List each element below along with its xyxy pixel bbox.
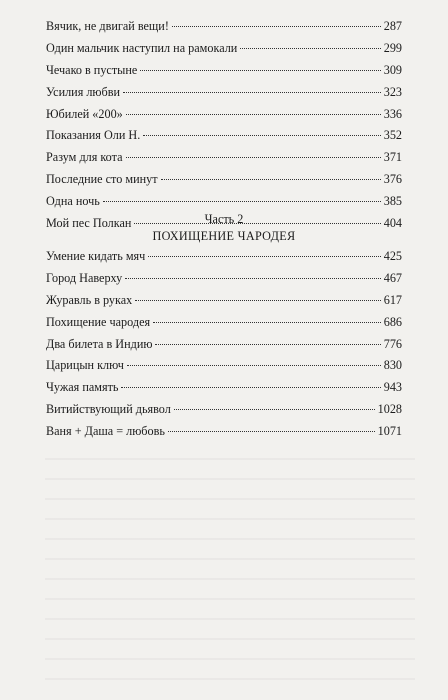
toc-entry bbox=[46, 60, 402, 82]
toc-entry-page: 309 bbox=[383, 62, 402, 77]
toc-entry bbox=[46, 246, 402, 268]
leader-dots bbox=[168, 431, 375, 432]
toc-entry-title: Последние сто минут bbox=[46, 172, 158, 187]
toc-section-2 bbox=[46, 246, 402, 443]
toc-entry bbox=[46, 147, 402, 169]
toc-entry-page: 287 bbox=[383, 19, 402, 33]
part-title: ПОХИЩЕНИЕ ЧАРОДЕЯ bbox=[152, 229, 296, 243]
toc-entry bbox=[46, 334, 402, 356]
toc-entry-title: Два билета в Индию bbox=[46, 336, 153, 351]
leader-dots bbox=[103, 201, 381, 202]
toc-entry-page: 830 bbox=[383, 358, 402, 373]
bleed-through-text bbox=[45, 440, 415, 680]
toc-entry-page: 323 bbox=[383, 84, 402, 99]
toc-entry-title: Витийствующий дьявол bbox=[46, 402, 171, 417]
leader-dots bbox=[161, 179, 381, 180]
toc-entry-title: Ваня + Даша = любовь bbox=[46, 424, 165, 439]
leader-dots bbox=[155, 344, 380, 345]
toc-entry-page: 404 bbox=[383, 216, 402, 231]
toc-entry-title: Город Наверху bbox=[46, 270, 123, 285]
toc-entry-title: Чечако в пустыне bbox=[46, 62, 138, 77]
toc-entry-title: Царицын ключ bbox=[46, 358, 124, 373]
leader-dots bbox=[172, 26, 381, 27]
toc-entry bbox=[46, 82, 402, 104]
toc-entry-page: 299 bbox=[383, 40, 402, 55]
toc-entry-title: Похищение чародея bbox=[46, 314, 151, 329]
leader-dots bbox=[126, 157, 381, 158]
toc-entry-page: 336 bbox=[383, 106, 402, 121]
toc-entry-title: Журавль в руках bbox=[46, 292, 133, 307]
toc-entry bbox=[46, 421, 402, 443]
toc-entry-title: Умение кидать мяч bbox=[46, 249, 146, 263]
toc-entry bbox=[46, 191, 402, 213]
toc-entry bbox=[46, 169, 402, 191]
toc-entry-title: Одна ночь bbox=[46, 194, 100, 209]
toc-entry-title: Вячик, не двигай вещи! bbox=[46, 19, 169, 33]
toc-entry bbox=[46, 125, 402, 147]
toc-entry-page: 617 bbox=[383, 292, 402, 307]
toc-entry-page: 943 bbox=[383, 380, 402, 395]
toc-entry-title: Чужая память bbox=[46, 380, 119, 395]
toc-entry-page: 376 bbox=[383, 172, 402, 187]
leader-dots bbox=[140, 70, 380, 71]
leader-dots bbox=[126, 114, 381, 115]
leader-dots bbox=[174, 409, 375, 410]
toc-entry-title: Мой пес Полкан bbox=[46, 216, 132, 231]
toc-entry-title: Показания Оли Н. bbox=[46, 128, 141, 143]
part-label: Часть 2 bbox=[204, 212, 244, 226]
toc-entry-page: 371 bbox=[383, 150, 402, 165]
leader-dots bbox=[143, 135, 380, 136]
toc-entry bbox=[46, 38, 402, 60]
toc-entry bbox=[46, 290, 402, 312]
leader-dots bbox=[148, 256, 380, 257]
toc-entry bbox=[46, 377, 402, 399]
leader-dots bbox=[123, 92, 381, 93]
toc-entry bbox=[46, 16, 402, 38]
toc-entry-title: Усилия любви bbox=[46, 84, 121, 99]
toc-entry bbox=[46, 399, 402, 421]
toc-entry-page: 686 bbox=[383, 314, 402, 329]
toc-entry-page: 1071 bbox=[377, 424, 402, 439]
leader-dots bbox=[125, 278, 380, 279]
toc-entry-page: 352 bbox=[383, 128, 402, 143]
toc-entry bbox=[46, 355, 402, 377]
toc-entry-page: 467 bbox=[383, 270, 402, 285]
leader-dots bbox=[240, 48, 380, 49]
leader-dots bbox=[153, 322, 381, 323]
toc-entry-page: 385 bbox=[383, 194, 402, 209]
toc-entry-title: Разум для кота bbox=[46, 150, 123, 165]
toc-entry-page: 776 bbox=[383, 336, 402, 351]
toc-entry bbox=[46, 312, 402, 334]
toc-entry-page: 425 bbox=[383, 249, 402, 263]
toc-entry bbox=[46, 268, 402, 290]
toc-section-1 bbox=[46, 16, 402, 235]
leader-dots bbox=[135, 300, 380, 301]
toc-entry-page: 1028 bbox=[377, 402, 402, 417]
toc-entry-title: Один мальчик наступил на рамокали bbox=[46, 40, 238, 55]
toc-entry-title: Юбилей «200» bbox=[46, 106, 123, 121]
toc-entry bbox=[46, 104, 402, 126]
leader-dots bbox=[121, 387, 380, 388]
leader-dots bbox=[127, 365, 381, 366]
